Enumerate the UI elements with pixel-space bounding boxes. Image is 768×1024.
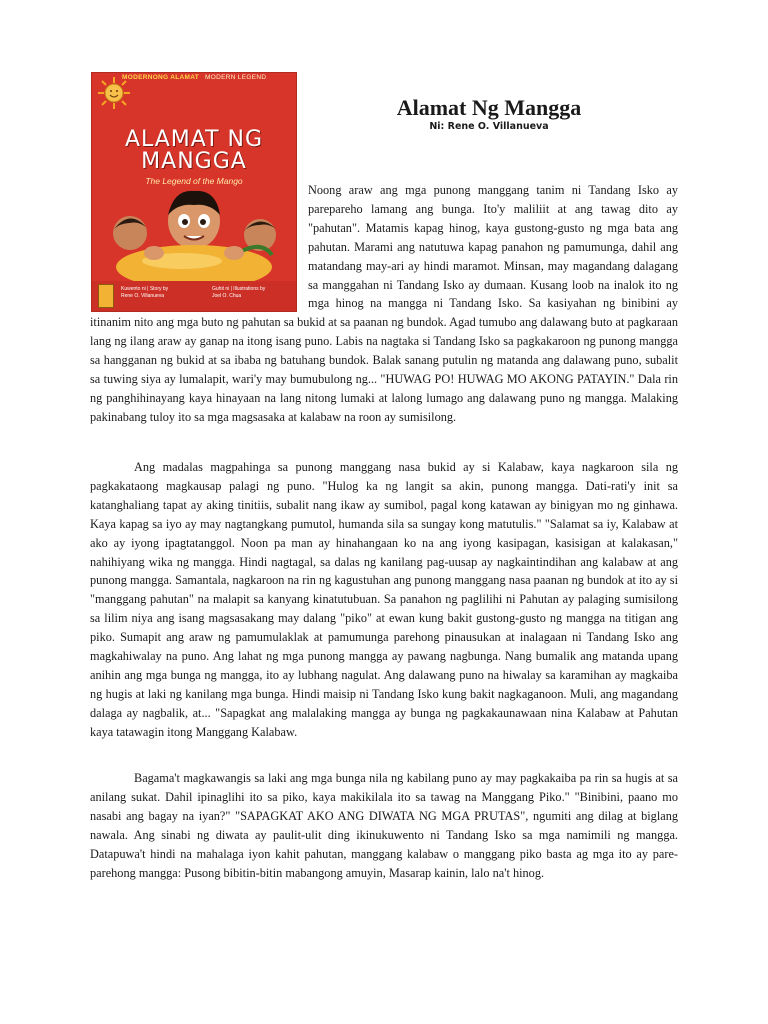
paragraph-2: Ang madalas magpahinga sa punong manggang nasa bukid ay si Kalabaw, kaya nagkaroon sila ng pagkakataong magkausap palagi ng puno. "Hulog ka ng langit sa akin, punong mangga. Dati-rati'y init sa katanghaliang tapat ay aking tinitiis, subalit nang ikaw ay sumibol, pagal kong katawan ay binigyan mo ng ginhawa. Kaya kapag sa iyo ay may nagtangkang pumutol, humanda sila sa sungay kong matutulis." "Salamat sa iy, Kalabaw at ako ay iyong ipagtatanggol. Noon pa man ay hinahangaan ko na ang iyong kasipagan, kasisigan at kalakasan," nahihiyang wika ng mangga. Hindi nagtagal, sa dalas ng kanilang pag-uusap ay nagkaintindihan ang kalabaw at ang punong mangga. Samantala, nagkaroon na rin ng kagustuhan ang punong manggang nasa paanan ng bundok at ito ay si "manggang pahutan" na malapit sa kanyang kinatutubuan. Sa panahon ng paglilihi ni Pahutan ay palaging sumisilong sa lilim niya ang isang magsasakang may dalang "piko" at ewan kung bakit gustong-gusto ng mangga na titigan ang piko. Sumapit ang araw ng pamumulaklak at pamumunga parehong pinausukan at inalagaan ni Tandang Isko ang magkahiwalay na puno. Ang lahat ng mga punong mangga ay pawang nagbunga. Nang bumalik ang matanda upang anihin ang mga bunga ng mangga, ito ay lubhang nagulat. Ang dalawang puno na hiwalay sa karamihan ay magkaiba ng hugis at laki ng kanilang mga bunga. Hindi maisip ni Tandang Isko kung bakit nagkaganoon. Muli, ang magandang dalaga ay nagbalik, at... "Sapagkat ang malalaking mangga ay bunga ng pagkakaunawaan nina Kalabaw at Pahutan kaya tatawagin itong Manggang Kalabaw. xyxy=(90,460,678,739)
cover-title xyxy=(92,129,296,173)
cover-title-line2: MANGGA xyxy=(141,149,247,174)
illustrator-credit-name: Joel O. Chua xyxy=(212,293,242,299)
illustrator-credit-label: Guhit ni | Illustrations by xyxy=(212,286,266,292)
cover-series-label xyxy=(92,73,296,83)
author-credit-label: Kuwento ni | Story by xyxy=(121,286,169,292)
cover-title-line1: ALAMAT NG xyxy=(124,127,264,152)
cover-wrap-spacer xyxy=(90,181,308,313)
cover-series-text: MODERNONG ALAMAT xyxy=(122,74,200,81)
cover-series-en-text: MODERN LEGEND xyxy=(205,74,267,81)
document-title: Alamat Ng Mangga xyxy=(396,95,582,120)
paragraph-3: Bagama't magkawangis sa laki ang mga bunga nila ng kabilang puno ay may pagkakaiba pa rin sa hugis at sa anilang sukat. Dahil ipinaglihi ito sa piko, kaya makikilala ito sa tawag na Manggang Piko." "Binibini, paano mo nasabi ang bagay na iyan?" "SAPAGKAT AKO ANG DIWATA NG MGA PRUTAS", ngumiti ang dilag at biglang nawala. Ang sinabi ng diwata ay paulit-ulit ding ikinukuwento ni Tandang Isko sa mga namimili ng mangga. Datapuwa't hindi na mahalaga iyon kahit pahutan, manggang kalabaw o manggang piko basta ag mga ito ay pare-parehong mangga: Pusong bibitin-bitin mabangong amuyin, Masarap kainin, lalo na't hinog. xyxy=(90,771,678,880)
author-credit-name: Rene O. Villanueva xyxy=(121,293,164,299)
paragraph-1-text: Noong araw ang mga punong manggang tanim ni Tandang Isko ay parepareho lamang ang bunga. Ito'y maliliit at ang tawag dito ay "pahutan". Matamis kapag hinog, kaya gustong-gusto ng mga bata ang pahutan. Marami ang natutuwa kapag panahon ng pamumunga, dahil ang matandang may-ari ay hindi maramot. Minsan, may magandang dalagang sa manggahan ni Tandang Isko ay dumaan. Kusang loob na inalok ito ng mga hinog na mangga ni Tandang Isko. Sa kasiyahan ng binibini ay itinanim nito ang mga buto ng pahutan sa bukid at sa paanan ng bundok. Agad tumubo ang dalawang buto at pagkaraan lang ng ilang araw ay ganap na itong isang puno. Labis na nagtaka si Tandang Isko sa pagkakaroon ng punong mangga sa hangganan ng bukid at sa ibaba ng batuhang bundok. Balak sanang putulin ng matanda ang dalawang puno, subalit sa tuwing siya ay lumalapit, wari'y may bumubulong ng... "HUWAG PO! HUWAG MO AKONG PATAYIN." Dala rin ng panghihinayang kaya hinayaan na lang nitong lumaki at lalong lumago ang dalawang puno ng mangga. Malaking pakinabang tuloy ito sa mga magsasaka at kalabaw na roon ay sumisilong. xyxy=(90,183,678,424)
cover-subtitle: The Legend of the Mango xyxy=(145,176,243,186)
paragraph-1 xyxy=(90,181,678,427)
document-author: Ni: Rene O. Villanueva xyxy=(429,121,549,132)
